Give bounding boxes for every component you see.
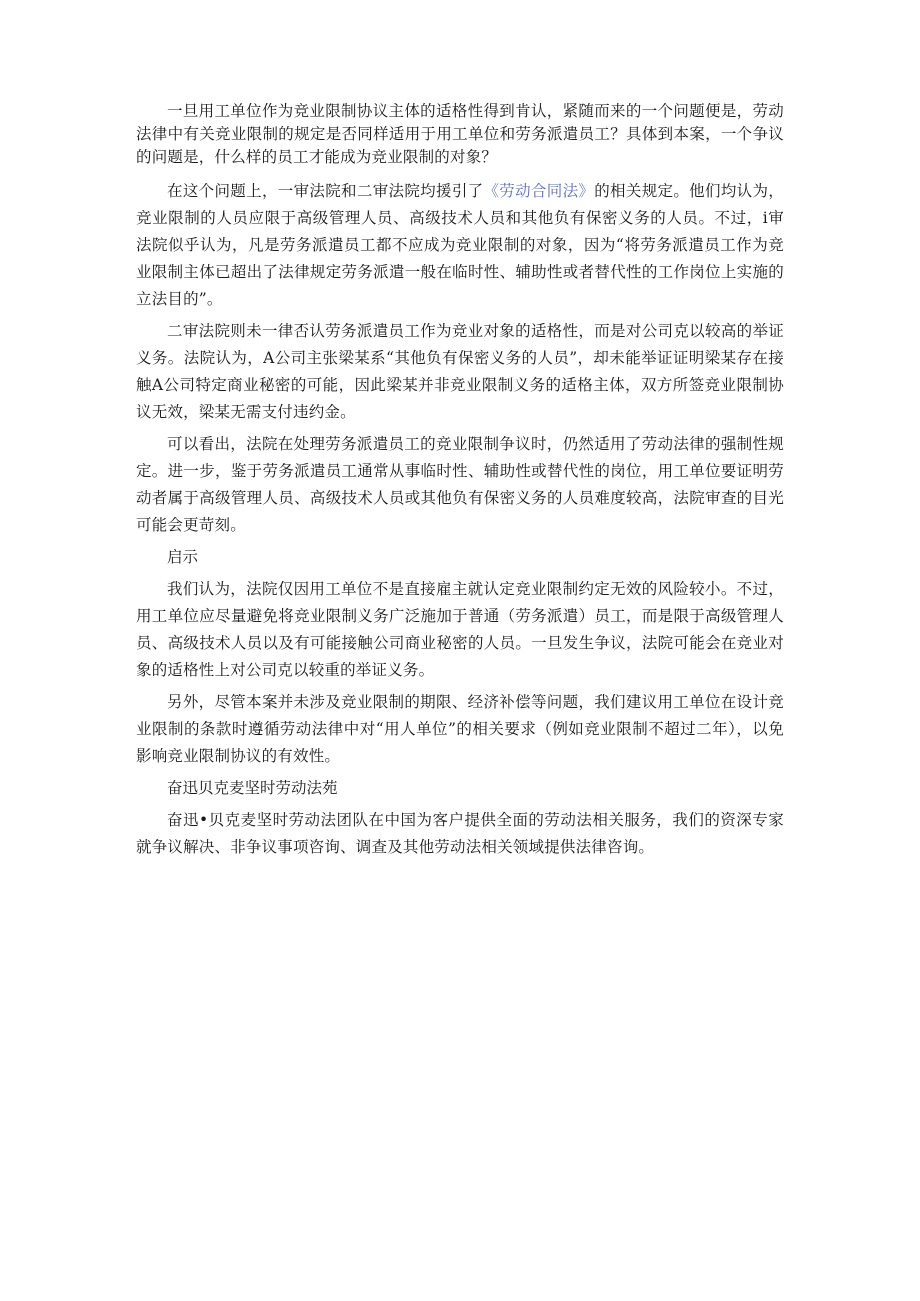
paragraph-second-instance: 二审法院则未一律否认劳务派遣员工作为竞业对象的适格性，而是对公司克以较高的举证义务。法院认为，A公司主张梁某系“其他负有保密义务的人员”，却未能举证证明梁某存在接触A公司特定商业秘密的可能，因此梁某并非竞业限制义务的适格主体，双方所签竞业限制协议无效，梁某无需支付违约金。 (136, 322, 784, 421)
paragraph-recommendation: 我们认为，法院仅因用工单位不是直接雇主就认定竞业限制约定无效的风险较小。不过，用工单位应尽量避免将竞业限制义务广泛施加于普通（劳务派遣）员工，而是限于高级管理人员、高级技术人员以及有可能接触公司商业秘密的人员。一旦发生争议，法院可能会在竞业对象的适格性上对公司克以较重的举证义务。 (136, 580, 784, 679)
paragraph-additional-advice: 另外，尽管本案并未涉及竞业限制的期限、经济补偿等问题，我们建议用工单位在设计竞业限制的条款时遵循劳动法律中对“用人单位”的相关要求（例如竞业限制不超过二年），以免影响竞业限制协议的有效性。 (136, 693, 784, 765)
paragraph-intro: 一旦用工单位作为竞业限制协议主体的适格性得到肯认，紧随而来的一个问题便是，劳动法律中有关竞业限制的规定是否同样适用于用工单位和劳务派遣员工？具体到本案，一个争议的问题是，什么样的员工才能成为竞业限制的对象？ (136, 102, 784, 166)
document-page (136, 100, 784, 866)
section-heading-firm: 奋迅贝克麦坚时劳动法苑 (167, 779, 338, 797)
paragraph-court-views-rest: 的相关规定。他们均认为，竞业限制的人员应限于高级管理人员、高级技术人员和其他负有保密义务的人员。不过，i审法院似乎认为，凡是劳务派遣员工都不应成为竞业限制的对象，因为“将劳务派遣员工作为竞业限制主体已超出了法律规定劳务派遣一般在临时性、辅助性或者替代性的工作岗位上实施的立法目的”。 (136, 182, 784, 308)
paragraph-court-views-lead: 在这个问题上，一审法院和二审法院均援引了 (167, 182, 484, 200)
paragraph-analysis: 可以看出，法院在处理劳务派遣员工的竞业限制争议时，仍然适用了劳动法律的强制性规定。进一步，鉴于劳务派遣员工通常从事临时性、辅助性或替代性的岗位，用工单位要证明劳动者属于高级管理人员、高级技术人员或其他负有保密义务的人员难度较高，法院审查的目光可能会更苛刻。 (136, 435, 784, 534)
paragraph-court-views (136, 178, 784, 313)
labor-contract-law-link[interactable]: 《劳动合同法》 (483, 182, 595, 200)
paragraph-firm-intro: 奋迅•贝克麦坚时劳动法团队在中国为客户提供全面的劳动法相关服务，我们的资深专家就争议解决、非争议事项咨询、调查及其他劳动法相关领域提供法律咨询。 (136, 811, 784, 856)
section-heading-insights: 启示 (167, 548, 199, 566)
